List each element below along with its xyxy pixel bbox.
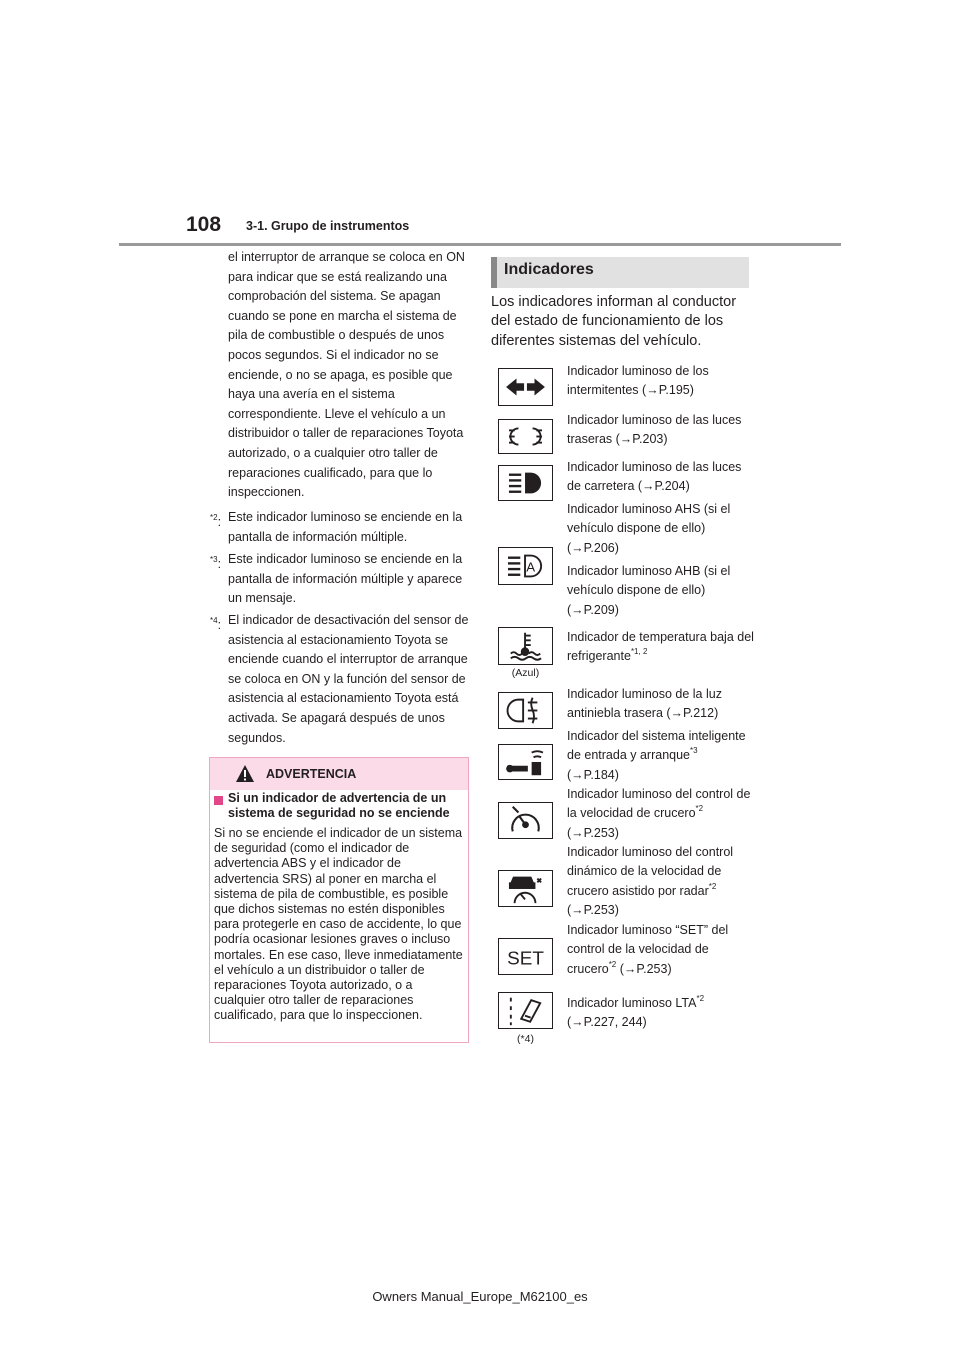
tail-lights-icon bbox=[498, 419, 553, 454]
footnote-text: Este indicador luminoso se enciende en la pantalla de información múltiple y aparece un mensaje. bbox=[228, 552, 463, 606]
header-rule bbox=[119, 243, 841, 246]
smart-key-icon bbox=[498, 744, 553, 780]
svg-text:SET: SET bbox=[507, 948, 544, 970]
svg-text:A: A bbox=[526, 559, 536, 575]
warning-header bbox=[210, 758, 468, 790]
footnote-3 bbox=[210, 550, 475, 609]
warning-body: Si no se enciende el indicador de un sistema de seguridad (como el indicador de advertencia ABS y el indicador de advertencia SRS) al poner en marcha el sistema de pila de combustible, es posible que dichos sistemas no estén disponibles para protegerle en caso de accidente, lo que podría ocasionar lesiones graves o incluso mortales. En ese caso, lleve inmediatamente el vehículo a un distribuidor o taller de reparaciones Toyota autorizado, o a cualquier otro taller de reparaciones cualificado, para que lo inspeccionen. bbox=[214, 826, 463, 1023]
indicators-intro: Los indicadores informan al conductor del estado de funcionamiento de los diferentes sistemas del vehículo. bbox=[491, 294, 737, 349]
indicator-desc-rear-fog: Indicador luminoso de la luz antiniebla trasera (→P.212) bbox=[567, 687, 722, 721]
indicator-desc-turn-signal: Indicador luminoso de los intermitentes (→P.195) bbox=[567, 364, 709, 398]
indicator-desc-lta: Indicador luminoso LTA$^{*2}$ (→P.227, 244) bbox=[567, 994, 705, 1030]
indicator-desc-smart-key: Indicador del sistema inteligente de entrada y arranque$^{*3}$ (→P.184) bbox=[567, 729, 746, 782]
page-number: 108 bbox=[186, 213, 222, 236]
indicator-desc-tail-lights: Indicador luminoso de las luces traseras (→P.203) bbox=[567, 413, 742, 447]
continuation-paragraph: el interruptor de arranque se coloca en ON para indicar que se está realizando una comprobación del sistema. Se apagan cuando se pone en marcha el sistema de pila de combustible o después de unos pocos segundos. Si el indicador no se enciende, o no se apaga, es posible que haya una avería en el sistema correspondiente. Lleve el vehículo a un distribuidor o taller de reparaciones Toyota autorizado, o a cualquier otro taller de reparaciones cualificado, para que lo inspeccionen. bbox=[228, 250, 465, 500]
set-indicator-icon bbox=[498, 938, 553, 975]
footnote-mark: $^{*3}$: bbox=[210, 555, 222, 571]
footnote-mark: $^{*4}$: bbox=[210, 616, 222, 632]
indicators-heading: Indicadores bbox=[504, 261, 594, 278]
indicator-caption: (*4) bbox=[517, 1033, 534, 1045]
footnote-mark: $^{*2}$: bbox=[210, 513, 222, 529]
indicator-desc-set: Indicador luminoso “SET” del control de la velocidad de crucero$^{*2}$ (→P.253) bbox=[567, 923, 729, 976]
indicator-desc-cruise: Indicador luminoso del control de la velocidad de crucero$^{*2}$ (→P.253) bbox=[567, 787, 751, 840]
warning-subtitle: Si un indicador de advertencia de un sistema de seguridad no se enciende bbox=[228, 791, 450, 820]
heading-accent bbox=[491, 257, 497, 288]
indicator-desc-high-beam: Indicador luminoso de las luces de carretera (→P.204) bbox=[567, 460, 742, 494]
section-title: 3-1. Grupo de instrumentos bbox=[246, 219, 410, 233]
indicator-desc-ahb: Indicador luminoso AHB (si el vehículo dispone de ello) (→P.209) bbox=[567, 564, 731, 617]
turn-signal-arrows-icon bbox=[498, 368, 553, 406]
footnote-text: Este indicador luminoso se enciende en la pantalla de información múltiple. bbox=[228, 510, 463, 544]
lane-trace-assist-icon bbox=[498, 992, 553, 1029]
footnote-4 bbox=[210, 611, 475, 748]
footer-doc-id: Owners Manual_Europe_M62100_es bbox=[372, 1289, 588, 1304]
cruise-control-icon bbox=[498, 802, 553, 839]
radar-cruise-icon bbox=[498, 870, 553, 907]
indicator-caption: (Azul) bbox=[511, 667, 540, 679]
indicators-heading-bar bbox=[491, 257, 749, 288]
low-coolant-temp-icon bbox=[498, 627, 553, 665]
auto-high-beam-icon bbox=[498, 547, 553, 585]
footnote-text: El indicador de desactivación del sensor de asistencia al estacionamiento Toyota se enciende cuando el interruptor de arranque se coloca en ON y la función del sensor de asistencia al estacionamiento Toyota está activada. Se apagará después de unos segundos. bbox=[228, 613, 469, 745]
square-bullet-icon bbox=[214, 796, 223, 805]
rear-fog-light-icon bbox=[498, 692, 553, 729]
warning-triangle-icon bbox=[235, 764, 255, 783]
indicator-desc-coolant: Indicador de temperatura baja del refrigerante$^{*1, 2}$ bbox=[567, 630, 754, 664]
warning-box bbox=[209, 757, 469, 1043]
high-beam-icon bbox=[498, 465, 553, 501]
warning-title: ADVERTENCIA bbox=[266, 767, 357, 781]
indicator-desc-radar-cruise: Indicador luminoso del control dinámico de la velocidad de crucero asistido por radar$^{*2}$ (→P.253) bbox=[567, 845, 734, 918]
footnote-2 bbox=[210, 508, 475, 547]
indicator-desc-ahs: Indicador luminoso AHS (si el vehículo dispone de ello) (→P.206) bbox=[567, 502, 731, 555]
